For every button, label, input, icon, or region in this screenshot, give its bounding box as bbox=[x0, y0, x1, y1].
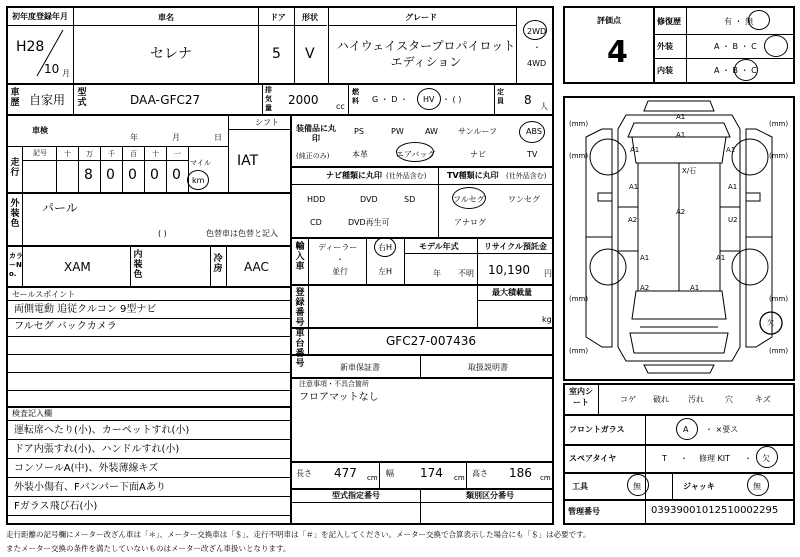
manual: 取扱説明書 bbox=[468, 363, 508, 372]
sales-line bbox=[7, 390, 290, 391]
chassis-label-divider bbox=[308, 328, 309, 354]
chassis-value: GFC27-007436 bbox=[386, 334, 476, 348]
model-value: DAA-GFC27 bbox=[130, 93, 201, 107]
door-value: 5 bbox=[272, 46, 281, 62]
equipment-item: PS bbox=[354, 127, 364, 136]
warranty-top bbox=[291, 354, 553, 356]
damage-mark: A2 bbox=[640, 284, 650, 292]
grade-value: ハイウェイスタープロパイロットエディション bbox=[336, 39, 516, 69]
navi-dvd: DVD bbox=[360, 195, 378, 204]
damage-mark: A2 bbox=[676, 208, 686, 216]
chassis-top bbox=[291, 327, 553, 329]
col-divider bbox=[598, 384, 599, 414]
exterior-c-circle bbox=[764, 35, 788, 57]
navi-top bbox=[291, 166, 553, 168]
mileage-digit-header: 十 bbox=[64, 150, 71, 158]
interior-value: A ・ B ・ C bbox=[714, 66, 757, 75]
mgmt-value: 03939001012510002295 bbox=[651, 505, 779, 516]
col-divider bbox=[294, 7, 295, 83]
mileage-cell-divider bbox=[144, 147, 145, 192]
col-divider bbox=[262, 84, 263, 114]
col-divider bbox=[420, 355, 421, 377]
color-note: 色替車は色替と記入 bbox=[206, 229, 278, 238]
sales-line bbox=[7, 318, 290, 319]
footer-line-2: またメーター交換の条件を満たしていないものはメーター改ざん車扱いとなります。 bbox=[6, 544, 291, 553]
col-divider bbox=[420, 489, 421, 525]
inspector-line bbox=[7, 420, 290, 421]
col-divider bbox=[477, 285, 478, 327]
interior-b-circle bbox=[734, 59, 758, 81]
recycle-unit: 円 bbox=[544, 269, 552, 278]
notes-value: フロアマットなし bbox=[299, 392, 379, 403]
capacity-value: 8 bbox=[524, 93, 532, 107]
color-no-value: XAM bbox=[64, 260, 91, 274]
new-car-warranty: 新車保証書 bbox=[340, 363, 380, 372]
exterior-label: 外装 bbox=[657, 42, 673, 51]
col-divider bbox=[672, 473, 673, 499]
reg-top bbox=[291, 284, 553, 286]
mgmt-top bbox=[564, 499, 794, 501]
spare-top bbox=[564, 444, 794, 446]
inspection-label: 車検 bbox=[32, 126, 48, 135]
interior-sheet-item: 穴 bbox=[725, 395, 733, 404]
import-label: 輸入車 bbox=[295, 242, 305, 272]
import-dot: ・ bbox=[336, 255, 344, 264]
model-year-label: モデル年式 bbox=[419, 242, 459, 251]
mm-label: (mm) bbox=[769, 152, 789, 160]
interior-sheet-label: 室内シート bbox=[569, 387, 593, 407]
shift-value: IAT bbox=[237, 153, 259, 169]
damage-mark: A1 bbox=[716, 254, 726, 262]
inspector-line-text: 外装小傷有、Fバンパー下面Aあり bbox=[14, 482, 166, 493]
col-divider bbox=[516, 7, 517, 83]
col-divider bbox=[404, 238, 405, 284]
length-value: 477 bbox=[334, 466, 357, 480]
reg-label: 登録番号 bbox=[295, 288, 305, 328]
color-no-label: カラーNo. bbox=[9, 252, 23, 278]
ac-label: 冷房 bbox=[213, 254, 223, 274]
inspector-rule bbox=[7, 439, 290, 440]
mileage-digit-header: 十 bbox=[152, 150, 159, 158]
tv-oneseg: ワンセグ bbox=[508, 195, 540, 204]
damage-mark: A1 bbox=[690, 284, 700, 292]
use-value: 自家用 bbox=[29, 93, 66, 107]
interior-color-label: 内装色 bbox=[133, 250, 143, 280]
color-value: パール bbox=[42, 201, 78, 215]
km-unit: km bbox=[192, 176, 205, 185]
spare-none-circle bbox=[756, 446, 778, 468]
col-divider bbox=[73, 84, 74, 114]
import-mid bbox=[404, 253, 553, 254]
fullseg-circle bbox=[452, 187, 486, 209]
width-value: 174 bbox=[420, 466, 443, 480]
width-label: 幅 bbox=[386, 469, 394, 478]
tools-label: 工具 bbox=[572, 482, 588, 491]
equipment-item: エアバッグ bbox=[396, 150, 436, 159]
row3-top bbox=[7, 114, 553, 116]
model-year-unknown: 不明 bbox=[458, 269, 474, 278]
spare-repair-kit: 修理 KIT bbox=[699, 454, 731, 463]
mileage-digit: 0 bbox=[128, 167, 137, 183]
height-cm: cm bbox=[540, 474, 551, 482]
col-divider bbox=[366, 238, 367, 284]
shift-label: シフト bbox=[255, 118, 279, 127]
ac-value: AAC bbox=[244, 260, 269, 274]
rating-label: 評価点 bbox=[597, 16, 621, 25]
rating-divider bbox=[653, 7, 655, 83]
car-name: セレナ bbox=[150, 46, 192, 62]
exterior-value: A ・ B ・ C bbox=[714, 42, 757, 51]
damage-mark: A1 bbox=[728, 183, 738, 191]
col-divider bbox=[466, 462, 467, 488]
use-label: 車歴 bbox=[10, 88, 20, 108]
spare-tire-label: スペアタイヤ bbox=[569, 454, 617, 463]
height-value: 186 bbox=[509, 466, 532, 480]
cc-unit: cc bbox=[336, 102, 345, 111]
row1-header-divider bbox=[7, 25, 327, 26]
row2-top bbox=[7, 83, 553, 85]
abs-circle bbox=[519, 121, 545, 143]
recycle-value: 10,190 bbox=[488, 263, 530, 277]
type-no-label: 型式指定番号 bbox=[332, 491, 380, 500]
fuel-label: 燃料 bbox=[352, 88, 359, 105]
fuel-options: G ・ D ・ bbox=[372, 95, 408, 104]
interior-sheet-item: 破れ bbox=[653, 395, 669, 404]
model-year-unit: 年 bbox=[433, 269, 441, 278]
navi-label: ナビ種類に丸印 bbox=[326, 171, 382, 180]
equipment-label: 装備品に丸印 bbox=[296, 124, 336, 143]
mm-label: (mm) bbox=[769, 347, 789, 355]
sales-line bbox=[7, 354, 290, 355]
inspector-line-text: コンソールA(中)、外装薄線キズ bbox=[14, 463, 159, 474]
repair-label: 修復歴 bbox=[657, 17, 681, 26]
inspector-label: 検査記入欄 bbox=[12, 409, 52, 418]
chassis-label: 車台番号 bbox=[295, 329, 305, 369]
interior-sheet-item: 汚れ bbox=[688, 395, 704, 404]
mileage-cell-divider bbox=[56, 147, 57, 192]
navi-sub: (社外品含む) bbox=[386, 172, 427, 180]
col-divider bbox=[645, 415, 646, 525]
mileage-digit-header: 百 bbox=[130, 150, 137, 158]
mileage-mark-label: 記号 bbox=[33, 149, 47, 157]
col-divider bbox=[22, 246, 23, 286]
mm-label: (mm) bbox=[569, 152, 589, 160]
first-reg-label: 初年度登録年月 bbox=[12, 12, 68, 21]
mileage-digit-header: 千 bbox=[108, 150, 115, 158]
door-label: ドア bbox=[270, 13, 286, 22]
stone-chip-mark: X/石 bbox=[682, 167, 697, 175]
front-glass-label: フロントガラス bbox=[569, 425, 625, 434]
equipment-sub: (純正のみ) bbox=[296, 152, 330, 160]
recycle-label: リサイクル預託金 bbox=[484, 242, 547, 251]
import-right-hand: 右H bbox=[378, 243, 393, 252]
displacement-label: 排気量 bbox=[265, 86, 272, 112]
inspector-line-text: 運転席へたり(小)、カーペットすれ(小) bbox=[14, 425, 190, 436]
damage-mark: A1 bbox=[726, 146, 736, 154]
inspection-day-unit: 日 bbox=[214, 133, 222, 142]
inspector-rule bbox=[7, 515, 290, 516]
inspection-divider bbox=[7, 146, 228, 147]
fuel-hv: HV bbox=[423, 95, 435, 104]
spare-dot: ・ bbox=[680, 454, 688, 463]
dims-top bbox=[291, 461, 553, 463]
rating-score: 4 bbox=[607, 35, 628, 70]
spare-none: 欠 bbox=[762, 454, 770, 463]
mileage-cell-divider bbox=[166, 147, 167, 192]
equipment-item: ABS bbox=[526, 127, 542, 136]
drive-dot: ・ bbox=[533, 43, 541, 52]
col-divider bbox=[228, 115, 229, 192]
tv-label: TV種類に丸印 bbox=[447, 171, 499, 180]
spare-dot-2: ・ bbox=[744, 454, 752, 463]
first-reg-year: H28 bbox=[16, 39, 45, 55]
damage-mark: A1 bbox=[629, 183, 639, 191]
mileage-cell-divider bbox=[100, 147, 101, 192]
mileage-digit-header: 一 bbox=[174, 150, 181, 158]
repair-none-circle bbox=[748, 10, 770, 30]
type-no-mid bbox=[291, 502, 553, 503]
navi-sd: SD bbox=[404, 195, 416, 204]
month-unit: 月 bbox=[62, 69, 70, 78]
tv-sub: (社外品含む) bbox=[506, 172, 547, 180]
import-parallel: 並行 bbox=[332, 267, 348, 276]
mileage-cell-divider bbox=[78, 147, 79, 192]
interior-sheet-item: キズ bbox=[755, 395, 771, 404]
first-reg-month: 10 bbox=[44, 62, 60, 76]
right-hand-circle bbox=[374, 237, 396, 257]
mm-label: (mm) bbox=[569, 295, 589, 303]
reg-label-divider bbox=[308, 285, 309, 327]
shape-value: V bbox=[305, 46, 315, 62]
mm-label: (mm) bbox=[769, 295, 789, 303]
height-label: 高さ bbox=[472, 469, 488, 478]
rating-row bbox=[654, 58, 794, 59]
damage-mark: A2 bbox=[628, 216, 638, 224]
drive-4wd: 4WD bbox=[527, 59, 547, 68]
row1-header-divider-2 bbox=[328, 25, 516, 26]
damage-mark: A1 bbox=[640, 254, 650, 262]
import-label-divider bbox=[308, 238, 309, 284]
sales-line bbox=[7, 336, 290, 337]
tv-fullseg: フルセグ bbox=[453, 195, 485, 204]
sales-point-line-1: 両側電動 追従クルコン 9型ナビ bbox=[14, 304, 157, 315]
col-divider bbox=[494, 84, 495, 114]
mileage-left-divider bbox=[22, 147, 23, 192]
mileage-label: 走行 bbox=[10, 158, 20, 178]
jack-circle bbox=[747, 474, 769, 496]
sales-top bbox=[7, 286, 290, 288]
front-glass-rest: ・ ×要ス bbox=[705, 425, 739, 434]
mm-label: (mm) bbox=[769, 120, 789, 128]
tools-circle bbox=[627, 474, 649, 496]
navi-dvd-play: DVD再生可 bbox=[348, 218, 390, 227]
mileage-header-line bbox=[22, 160, 188, 161]
interior-label: 内装 bbox=[657, 66, 673, 75]
fuel-paren: ・ ( ) bbox=[442, 95, 462, 104]
width-cm: cm bbox=[454, 474, 465, 482]
navi-cd: CD bbox=[310, 218, 322, 227]
repair-value: 有 ・ 無 bbox=[724, 17, 754, 26]
col-divider bbox=[348, 84, 349, 114]
capacity-label: 定員 bbox=[497, 88, 504, 105]
mile-label: マイル bbox=[190, 159, 211, 167]
inspector-rule bbox=[7, 477, 290, 478]
damage-mark: A1 bbox=[630, 146, 640, 154]
drive-2wd-circle bbox=[523, 20, 547, 40]
drive-2wd: 2WD bbox=[527, 27, 547, 36]
year-month-slash bbox=[35, 28, 65, 78]
equipment-item: AW bbox=[425, 127, 438, 136]
col-divider bbox=[477, 238, 478, 284]
airbag-circle bbox=[396, 142, 434, 162]
inspector-line-text: ドア内張すれ(小)、ハンドルすれ(小) bbox=[14, 444, 180, 455]
model-label: 型式 bbox=[77, 88, 87, 108]
sales-line bbox=[7, 300, 290, 301]
inspection-year-unit: 年 bbox=[130, 133, 138, 142]
footer-line-1: 走行距離の記号欄にメーター改ざん車は「＊」、メーター交換車は「＄」、走行不明車は「＃」を記入してください。メーター交換で合算表示した場合にも「＄」は必要です。 bbox=[6, 530, 591, 539]
sales-point-line-2: フルセグ バックカメラ bbox=[14, 321, 117, 332]
sales-line bbox=[7, 372, 290, 373]
import-dealer: ディーラー bbox=[318, 243, 358, 252]
fuel-hv-circle bbox=[417, 88, 441, 110]
mileage-digit: 0 bbox=[172, 167, 181, 183]
mm-label: (mm) bbox=[569, 347, 589, 355]
col-divider bbox=[258, 7, 259, 83]
class-no-label: 類別区分番号 bbox=[466, 491, 514, 500]
damage-mark: A1 bbox=[676, 113, 686, 121]
mileage-digit: 0 bbox=[150, 167, 159, 183]
kg-unit: kg bbox=[542, 315, 552, 324]
mgmt-label: 管理番号 bbox=[568, 507, 600, 516]
import-left-hand: 左H bbox=[378, 267, 393, 276]
missing-mark: 欠 bbox=[767, 319, 774, 327]
equipment-item: ナビ bbox=[470, 150, 486, 159]
front-glass-value: A bbox=[683, 425, 689, 434]
row4-top bbox=[7, 192, 290, 194]
mileage-cell-divider bbox=[122, 147, 123, 192]
navi-hdd: HDD bbox=[307, 195, 326, 204]
interior-sheet-item: コゲ bbox=[620, 395, 636, 404]
inspection-month-unit: 月 bbox=[172, 133, 180, 142]
notes-label: 注意事項・不具合箇所 bbox=[299, 380, 369, 388]
reg-mid bbox=[477, 300, 553, 301]
equipment-item: PW bbox=[391, 127, 404, 136]
car-diagram bbox=[564, 97, 794, 377]
displacement-value: 2000 bbox=[288, 93, 319, 107]
color-label: 外装色 bbox=[10, 199, 20, 229]
navi-tv-divider bbox=[438, 167, 439, 237]
type-no-top bbox=[291, 488, 553, 490]
color-label-divider bbox=[22, 193, 23, 245]
damage-mark: U2 bbox=[728, 216, 738, 224]
col-divider-thick bbox=[290, 115, 292, 525]
notes-top bbox=[291, 377, 553, 379]
glass-top bbox=[564, 414, 794, 416]
col-divider bbox=[210, 246, 211, 286]
sales-point-label: セールスポイント bbox=[12, 290, 76, 299]
jack-value: 無 bbox=[753, 482, 761, 491]
col-divider bbox=[379, 462, 380, 488]
tv-analog: アナログ bbox=[454, 218, 486, 227]
length-label: 長さ bbox=[296, 469, 312, 478]
length-cm: cm bbox=[367, 474, 378, 482]
color-paren: ( ) bbox=[158, 229, 167, 238]
equipment-item: 本革 bbox=[352, 150, 368, 159]
col-divider bbox=[130, 246, 131, 286]
mileage-digit: 8 bbox=[84, 167, 93, 183]
mm-label: (mm) bbox=[569, 120, 589, 128]
equipment-item: TV bbox=[527, 150, 538, 159]
navi-line bbox=[291, 184, 553, 185]
col-divider bbox=[226, 246, 227, 286]
row5-top bbox=[7, 245, 290, 247]
inspector-top bbox=[7, 406, 290, 408]
inspector-rule bbox=[7, 496, 290, 497]
spare-t: T bbox=[662, 454, 667, 463]
inspector-line-text: Fガラス飛び石(小) bbox=[14, 501, 98, 512]
equipment-item: サンルーフ bbox=[458, 127, 497, 136]
capacity-unit: 人 bbox=[540, 102, 548, 111]
import-top bbox=[291, 237, 553, 239]
shape-label: 形状 bbox=[302, 13, 318, 22]
jack-label: ジャッキ bbox=[683, 482, 715, 491]
km-circle bbox=[187, 170, 209, 190]
car-name-label: 車名 bbox=[158, 13, 174, 22]
mileage-digit: 0 bbox=[106, 167, 115, 183]
shift-divider bbox=[228, 129, 290, 130]
mileage-digit-header: 万 bbox=[86, 150, 93, 158]
rating-sub-divider bbox=[686, 7, 687, 83]
col-divider bbox=[328, 7, 329, 83]
col-divider bbox=[73, 7, 74, 83]
grade-label: グレード bbox=[405, 13, 437, 22]
max-load-label: 最大積載量 bbox=[492, 288, 532, 297]
damage-mark: A1 bbox=[676, 131, 686, 139]
tools-value: 無 bbox=[633, 482, 641, 491]
inspector-rule bbox=[7, 458, 290, 459]
front-glass-circle bbox=[676, 418, 698, 440]
